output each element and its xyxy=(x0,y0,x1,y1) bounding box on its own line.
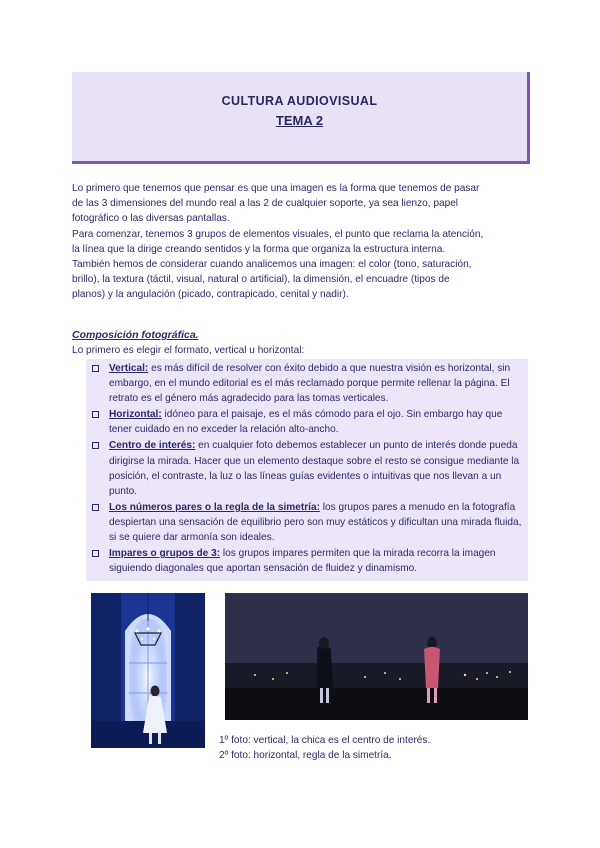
bullet-term: Vertical: xyxy=(109,363,149,374)
bullet-term: Centro de interés: xyxy=(109,440,196,452)
list-item xyxy=(90,361,522,406)
section-heading: Composición fotográfica. xyxy=(72,329,199,341)
caption-line: 1º foto: vertical, la chica es el centro de interés. xyxy=(219,735,431,746)
intro-line: Lo primero que tenemos que pensar es que una imagen es la forma que tenemos de pasar xyxy=(72,183,480,194)
bullet-text: es más difícil de resolver con éxito debido a que nuestra visión es horizontal, sin embargo, en el mundo editorial es el más reclamado porque permite rellenar la página. El retrato es el género más agradecido para las tomas verticales. xyxy=(109,363,511,405)
bullet-term: Horizontal: xyxy=(109,409,162,421)
intro-line: brillo), la textura (táctil, visual, natural o artificial), la dimensión, el encuadre (tipos de xyxy=(72,274,450,286)
intro-line: También hemos de considerar cuando analicemos una imagen: el color (tono, saturación, xyxy=(72,259,472,271)
title-box xyxy=(72,72,530,164)
intro-line: Para comenzar, tenemos 3 grupos de elementos visuales, el punto que reclama la atención, xyxy=(72,228,484,240)
list-item xyxy=(90,500,522,545)
list-item xyxy=(90,407,522,437)
horizontal-photo xyxy=(225,593,528,720)
bullet-text: los grupos pares a menudo en la fotografía despiertan una sensación de equilibrio pero son muy estáticos y dificultan una mirada fluida, si se quiere dar armonía son ideales. xyxy=(109,501,522,544)
list-item xyxy=(90,438,522,498)
checkbox-bullet-icon xyxy=(92,411,99,418)
intro-line: fotográfico o las diversas pantallas. xyxy=(72,213,230,225)
intro-line: de las 3 dimensiones del mundo real a las 2 de cualquier soporte, ya sea lienzo, papel xyxy=(72,198,459,210)
composition-list xyxy=(86,359,528,581)
bullet-text: idóneo para el paisaje, es el más cómodo para el ojo. Sin embargo hay que tener cuidado en no exceder la relación alto-ancho. xyxy=(109,409,503,436)
bullet-term: Los números pares o la regla de la simetría: xyxy=(109,501,320,513)
caption-line: 2º foto: horizontal, regla de la simetría. xyxy=(219,750,392,762)
vertical-photo-illustration xyxy=(91,593,205,748)
vertical-photo xyxy=(91,593,205,748)
list-item xyxy=(90,546,522,576)
photo-caption xyxy=(219,733,430,763)
document-subtitle: TEMA 2 xyxy=(275,113,324,128)
section-lead: Lo primero es elegir el formato, vertical u horizontal: xyxy=(72,345,305,356)
bullet-text: en cualquier foto debemos establecer un punto de interés donde pueda dirigirse la mirada. Hacer que un elemento destaque sobre el resto se consigue mediante la posición, el contraste, la luz o las líneas guías evidentes o intuitivas que nos llevan a un punto. xyxy=(109,440,520,497)
intro-line: la línea que la dirige creando sentidos y la forma que organiza la estructura interna. xyxy=(72,243,446,255)
bullet-text: los grupos impares permiten que la mirada recorra la imagen siguiendo diagonales que aportan sensación de fluidez y dinamismo. xyxy=(109,548,496,575)
bullet-term: Impares o grupos de 3: xyxy=(109,548,221,560)
intro-paragraph xyxy=(72,181,532,303)
checkbox-bullet-icon xyxy=(92,504,99,511)
intro-line: planos) y la angulación (picado, contrapicado, cenital y nadir). xyxy=(72,289,349,301)
checkbox-bullet-icon xyxy=(92,550,99,557)
checkbox-bullet-icon xyxy=(92,442,99,449)
document-title: CULTURA AUDIOVISUAL xyxy=(221,94,378,108)
horizontal-photo-illustration xyxy=(225,593,528,720)
checkbox-bullet-icon xyxy=(92,365,99,372)
